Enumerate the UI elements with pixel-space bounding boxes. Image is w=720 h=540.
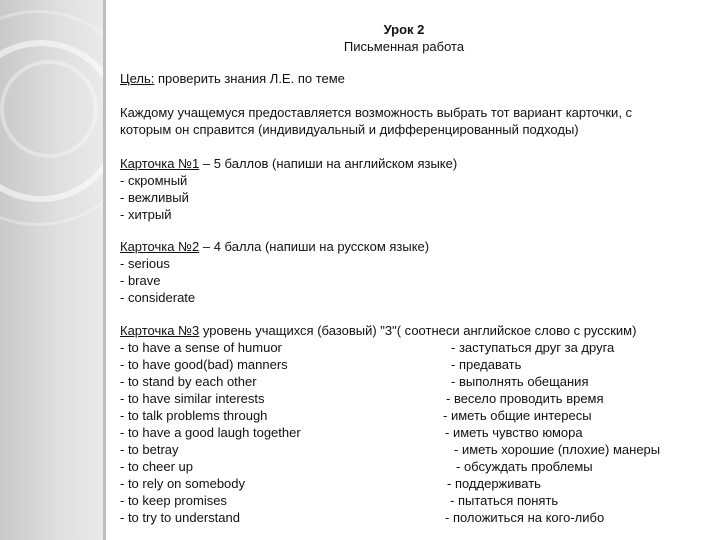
match-english: - to betray: [120, 442, 179, 457]
match-row: [120, 356, 695, 373]
card-2-item: - brave: [120, 273, 161, 288]
card-3-label: Карточка №3: [120, 323, 200, 338]
match-russian: - весело проводить время: [446, 391, 604, 406]
match-row: [120, 373, 695, 390]
decorative-sidebar: [0, 0, 103, 540]
match-english: - to keep promises: [120, 493, 227, 508]
match-russian: - иметь хорошие (плохие) манеры: [454, 442, 661, 457]
card-3: [120, 322, 695, 526]
card-2-label: Карточка №2: [120, 239, 200, 254]
match-english: - to try to understand: [120, 510, 240, 525]
lesson-subtitle: Письменная работа: [343, 39, 465, 54]
card-3-heading: [120, 322, 695, 339]
card-2-item: - considerate: [120, 290, 196, 305]
match-row: [120, 424, 695, 441]
match-english: - to cheer up: [120, 459, 193, 474]
match-row: [120, 390, 695, 407]
match-russian: - иметь общие интересы: [443, 408, 592, 423]
match-russian: - иметь чувство юмора: [445, 425, 583, 440]
goal-text: проверить знания Л.Е. по теме: [154, 71, 345, 86]
card-1: [120, 155, 695, 223]
card-1-item: - вежливый: [120, 190, 189, 205]
match-english: - to talk problems through: [120, 408, 268, 423]
lesson-title: Урок 2: [383, 22, 425, 37]
intro-line: Каждому учащемуся предоставляется возможность выбрать тот вариант карточки, с: [120, 105, 633, 120]
sidebar-divider: [103, 0, 106, 540]
match-row: [120, 441, 695, 458]
match-english: - to have good(bad) manners: [120, 357, 288, 372]
match-russian: - обсуждать проблемы: [456, 459, 593, 474]
match-english: - to have a sense of humuor: [120, 340, 282, 355]
decorative-ring: [0, 60, 98, 158]
match-russian: - поддерживать: [447, 476, 541, 491]
match-russian: - положиться на кого-либо: [445, 510, 605, 525]
card-2-desc: – 4 балла (напиши на русском языке): [199, 239, 430, 254]
card-1-desc: – 5 баллов (напиши на английском языке): [199, 156, 458, 171]
match-row: [120, 509, 695, 526]
match-english: - to have a good laugh together: [120, 425, 301, 440]
match-english: - to rely on somebody: [120, 476, 246, 491]
card-3-desc: уровень учащихся (базовый) "3"( соотнеси английское слово с русским): [199, 323, 637, 338]
match-english: - to stand by each other: [120, 374, 257, 389]
intro-paragraph: [120, 104, 695, 138]
card-2-heading: [120, 238, 695, 255]
match-row: [120, 458, 695, 475]
card-1-heading: [120, 155, 695, 172]
goal-line: [120, 70, 695, 87]
intro-line: которым он справится (индивидуальный и дифференцированный подходы): [120, 122, 579, 137]
match-russian: - выполнять обещания: [451, 374, 589, 389]
match-russian: - заступаться друг за друга: [451, 340, 615, 355]
match-row: [120, 407, 695, 424]
card-2: [120, 238, 695, 306]
card-2-item: - serious: [120, 256, 170, 271]
card-1-item: - хитрый: [120, 207, 172, 222]
match-row: [120, 339, 695, 356]
match-english: - to have similar interests: [120, 391, 265, 406]
match-row: [120, 475, 695, 492]
card-1-label: Карточка №1: [120, 156, 200, 171]
goal-label: Цель:: [120, 71, 155, 86]
match-russian: - предавать: [451, 357, 522, 372]
card-1-item: - скромный: [120, 173, 188, 188]
match-row: [120, 492, 695, 509]
match-russian: - пытаться понять: [450, 493, 559, 508]
